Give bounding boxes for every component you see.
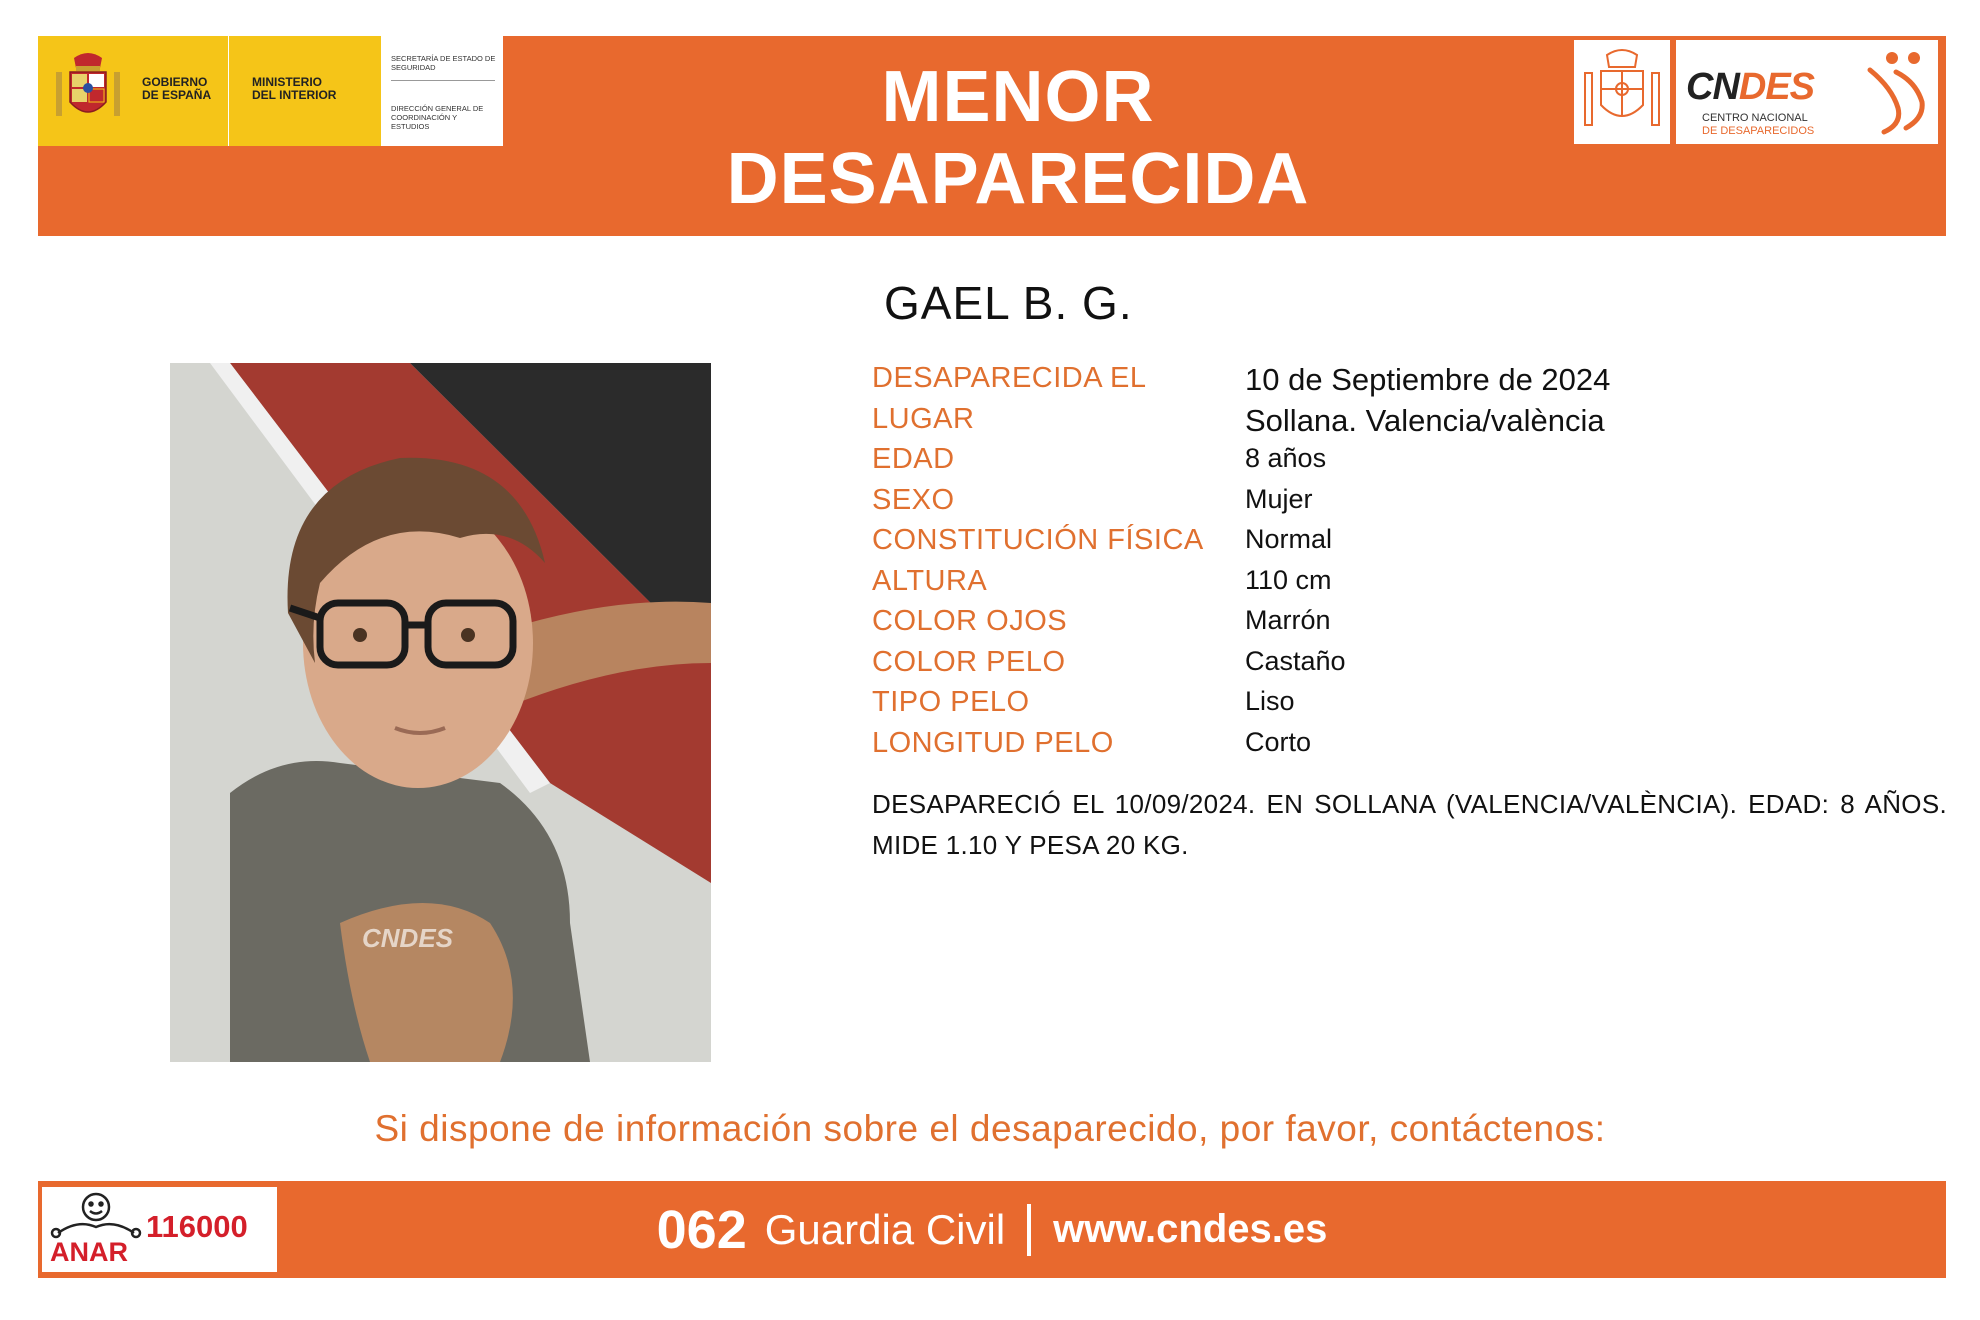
missing-person-photo bbox=[170, 363, 711, 1062]
anar-word: ANAR bbox=[50, 1237, 128, 1267]
detail-row-hair-color bbox=[872, 646, 1952, 687]
gobierno-espana-text: GOBIERNO DE ESPAÑA bbox=[142, 75, 212, 102]
coat-of-arms-logo-box bbox=[1574, 40, 1670, 144]
missing-person-name: GAEL B. G. bbox=[884, 277, 1133, 329]
secretaria-logo bbox=[381, 36, 503, 146]
detail-value: Castaño bbox=[1245, 645, 1346, 676]
detail-label: LONGITUD PELO bbox=[872, 726, 1114, 759]
detail-row-age bbox=[872, 443, 1952, 484]
spain-coat-of-arms-icon bbox=[52, 50, 124, 130]
cndes-logo-des: DES bbox=[1738, 66, 1815, 108]
header-banner bbox=[38, 36, 1946, 236]
anar-phone-number: 116000 bbox=[146, 1209, 248, 1244]
detail-row-missing-date bbox=[872, 362, 1952, 403]
detail-value: 8 años bbox=[1245, 443, 1327, 473]
detail-value: 110 cm bbox=[1245, 564, 1332, 595]
cndes-subtitle-2: DE DESAPARECIDOS bbox=[1702, 125, 1815, 137]
cndes-logo bbox=[1676, 40, 1938, 144]
description-text: DESAPARECIÓ EL 10/09/2024. EN SOLLANA (VALENCIA/VALÈNCIA). EDAD: 8 AÑOS. MIDE 1.10 Y PESA 20 KG. bbox=[872, 789, 1947, 860]
detail-row-hair-length bbox=[872, 727, 1952, 768]
detail-value: Marrón bbox=[1245, 605, 1331, 635]
detail-row-eye-color bbox=[872, 605, 1952, 646]
detail-value: Sollana. Valencia/valència bbox=[1245, 402, 1605, 438]
detail-label: SEXO bbox=[872, 483, 955, 516]
contact-prompt: Si dispone de información sobre el desaparecido, por favor, contáctenos: bbox=[374, 1108, 1606, 1149]
footer-divider bbox=[1027, 1204, 1031, 1256]
detail-label: LUGAR bbox=[872, 402, 975, 435]
government-logo-block bbox=[38, 36, 503, 146]
photo-watermark: CNDES bbox=[362, 923, 454, 953]
detail-row-hair-type bbox=[872, 686, 1952, 727]
phone-label: Guardia Civil bbox=[764, 1205, 1006, 1253]
ministerio-interior-text: MINISTERIO DEL INTERIOR bbox=[252, 75, 337, 102]
detail-label: CONSTITUCIÓN FÍSICA bbox=[872, 524, 1204, 556]
detail-label: EDAD bbox=[872, 443, 955, 475]
detail-label: COLOR PELO bbox=[872, 645, 1066, 678]
detail-value: Mujer bbox=[1245, 483, 1313, 514]
detail-row-height bbox=[872, 565, 1952, 606]
detail-label: TIPO PELO bbox=[872, 686, 1030, 718]
title-line-2: DESAPARECIDA bbox=[726, 139, 1310, 219]
footer-contact bbox=[38, 1181, 1946, 1278]
detail-row-sex bbox=[872, 484, 1952, 525]
detail-label: COLOR OJOS bbox=[872, 605, 1068, 637]
photo-illustration bbox=[170, 363, 711, 1062]
footer-banner bbox=[38, 1181, 1946, 1278]
detail-value: Corto bbox=[1245, 726, 1312, 757]
detail-label: DESAPARECIDA EL bbox=[872, 362, 1147, 394]
phone-number[interactable]: 062 bbox=[656, 1199, 747, 1260]
right-logos bbox=[1574, 40, 1938, 144]
cndes-logo-cn: CN bbox=[1686, 66, 1739, 108]
detail-row-place bbox=[872, 403, 1952, 444]
title-line-1: MENOR bbox=[881, 57, 1155, 137]
poster-title bbox=[638, 56, 1398, 220]
cndes-figures-icon bbox=[1862, 48, 1934, 138]
website-link[interactable]: www.cndes.es bbox=[1053, 1207, 1328, 1251]
secretaria-text: SECRETARÍA DE ESTADO DE SEGURIDAD bbox=[391, 54, 496, 72]
detail-value: 10 de Septiembre de 2024 bbox=[1245, 362, 1611, 397]
detail-row-build bbox=[872, 524, 1952, 565]
details-list bbox=[872, 362, 1952, 767]
detail-value: Liso bbox=[1245, 686, 1295, 716]
cndes-logo-text bbox=[1686, 66, 1814, 109]
coat-of-arms-outline-icon bbox=[1579, 45, 1665, 139]
gobierno-espana-logo bbox=[38, 36, 381, 146]
cndes-subtitle-1: CENTRO NACIONAL bbox=[1702, 112, 1808, 124]
detail-label: ALTURA bbox=[872, 564, 988, 597]
detail-value: Normal bbox=[1245, 524, 1333, 554]
direccion-text: DIRECCIÓN GENERAL DE COORDINACIÓN Y ESTUDIOS bbox=[391, 104, 484, 131]
